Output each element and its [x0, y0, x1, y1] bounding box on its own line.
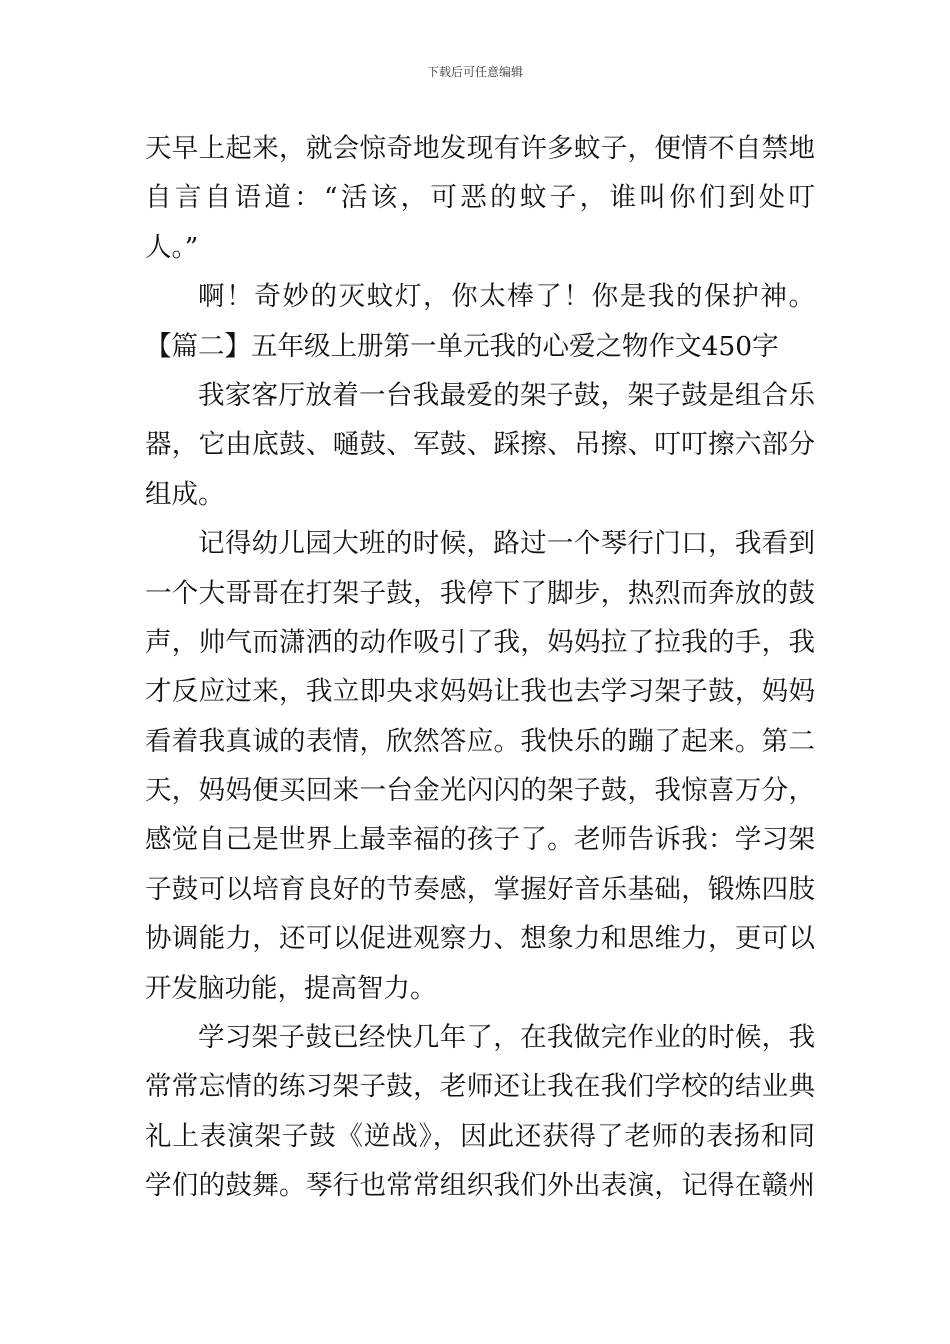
text-line: 记得幼儿园大班的时候，路过一个琴行门口，我看到: [198, 528, 815, 560]
text-line: 啊！奇妙的灭蚊灯，你太棒了！你是我的保护神。: [198, 281, 815, 313]
text-line: 天，妈妈便买回来一台金光闪闪的架子鼓，我惊喜万分，: [145, 775, 815, 807]
text-line: 看着我真诚的表情，欣然答应。我快乐的蹦了起来。第二: [145, 725, 815, 757]
text-line: 声，帅气而潇洒的动作吸引了我，妈妈拉了拉我的手，我: [145, 626, 815, 658]
text-line: 人。”: [145, 231, 199, 263]
text-line: 自言自语道：“活该，可恶的蚊子，谁叫你们到处叮: [145, 182, 815, 214]
text-line: 感觉自己是世界上最幸福的孩子了。老师告诉我：学习架: [145, 824, 815, 856]
text-line: 学们的鼓舞。琴行也常常组织我们外出表演，记得在赣州: [145, 1170, 815, 1202]
text-line: 礼上表演架子鼓《逆战》，因此还获得了老师的表扬和同: [145, 1120, 815, 1152]
text-line: 一个大哥哥在打架子鼓，我停下了脚步，热烈而奔放的鼓: [145, 577, 815, 609]
text-line: 【篇二】五年级上册第一单元我的心爱之物作文450字: [145, 330, 779, 362]
page-header: 下载后可任意编辑: [426, 65, 523, 79]
document-body: [145, 124, 815, 1211]
text-line: 器，它由底鼓、嗵鼓、军鼓、踩擦、吊擦、叮叮擦六部分: [145, 429, 815, 461]
text-line: 子鼓可以培育良好的节奏感，掌握好音乐基础，锻炼四肢: [145, 873, 815, 905]
text-line: 天早上起来，就会惊奇地发现有许多蚊子，便情不自禁地: [145, 133, 815, 164]
text-line: 我家客厅放着一台我最爱的架子鼓，架子鼓是组合乐: [198, 379, 815, 411]
text-line: 组成。: [145, 478, 225, 510]
text-line: 学习架子鼓已经快几年了，在我做完作业的时候，我: [198, 1022, 815, 1054]
text-line: 常常忘情的练习架子鼓，老师还让我在我们学校的结业典: [145, 1071, 815, 1103]
text-line: 开发脑功能，提高智力。: [145, 972, 437, 1004]
text-line: 才反应过来，我立即央求妈妈让我也去学习架子鼓，妈妈: [145, 676, 815, 708]
text-line: 协调能力，还可以促进观察力、想象力和思维力，更可以: [145, 923, 815, 955]
